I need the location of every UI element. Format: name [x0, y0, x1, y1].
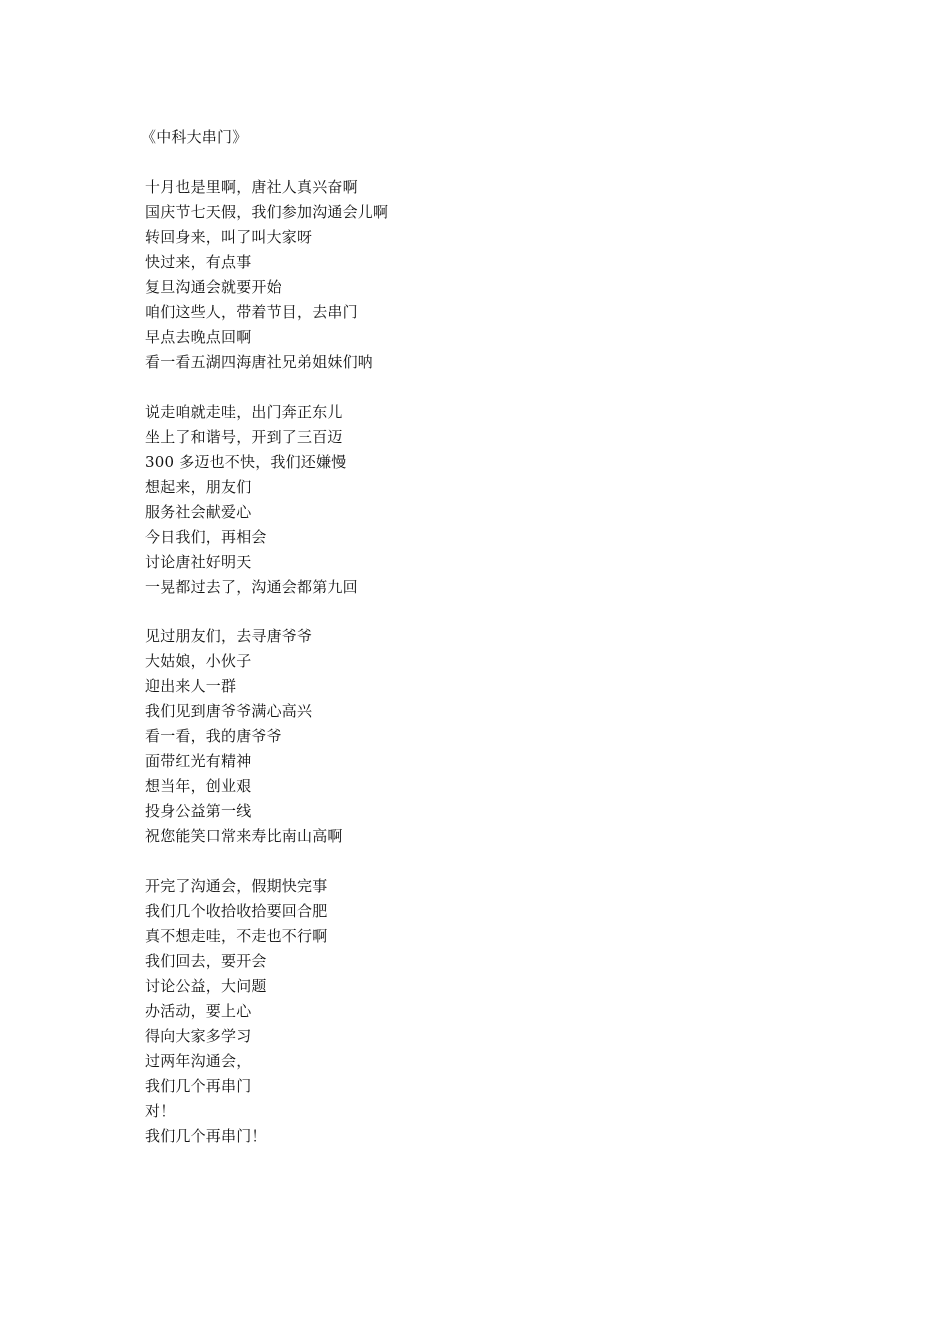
- poem-line: 我们见到唐爷爷满心高兴: [145, 702, 313, 721]
- poem-line: 祝您能笑口常来寿比南山高啊: [145, 827, 343, 846]
- poem-line: 国庆节七天假，我们参加沟通会儿啊: [145, 202, 389, 221]
- stanza-spacer: [145, 150, 845, 175]
- poem-line: 一晃都过去了，沟通会都第九回: [145, 577, 358, 596]
- poem-line: 得向大家多学习: [145, 1027, 252, 1046]
- poem-line: 投身公益第一线: [145, 802, 252, 821]
- poem-line: 真不想走哇，不走也不行啊: [145, 927, 328, 946]
- stanza-spacer: [145, 849, 845, 874]
- poem-line: 咱们这些人，带着节目，去串门: [145, 302, 358, 321]
- poem-line: 说走咱就走哇，出门奔正东儿: [145, 402, 343, 421]
- poem-line: 今日我们，再相会: [145, 527, 267, 546]
- poem-body: [141, 125, 845, 1149]
- poem-line: 十月也是里啊，唐社人真兴奋啊: [145, 177, 358, 196]
- poem-line: 迎出来人一群: [145, 677, 237, 696]
- stanza-spacer: [145, 600, 845, 625]
- poem-line: 早点去晚点回啊: [145, 327, 252, 346]
- stanza-2: [145, 400, 845, 600]
- poem-line: 讨论唐社好明天: [145, 552, 252, 571]
- stanza-1: [145, 175, 845, 375]
- poem-line: 过两年沟通会，: [145, 1052, 252, 1071]
- stanza-4: [145, 874, 845, 1149]
- poem-line: 300 多迈也不快，我们还嫌慢: [145, 452, 347, 471]
- poem-line: 我们几个收拾收拾要回合肥: [145, 902, 328, 921]
- poem-line: 看一看，我的唐爷爷: [145, 727, 282, 746]
- poem-line: 开完了沟通会，假期快完事: [145, 877, 328, 896]
- poem-line: 快过来，有点事: [145, 252, 252, 271]
- poem-line: 办活动，要上心: [145, 1002, 252, 1021]
- poem-line: 服务社会献爱心: [145, 502, 252, 521]
- poem-line: 我们几个再串门: [145, 1077, 252, 1096]
- stanza-spacer: [145, 375, 845, 400]
- poem-line: 我们回去，要开会: [145, 952, 267, 971]
- poem-line: 大姑娘，小伙子: [145, 652, 252, 671]
- poem-line: 复旦沟通会就要开始: [145, 277, 282, 296]
- poem-line: 转回身来，叫了叫大家呀: [145, 227, 313, 246]
- poem-line: 看一看五湖四海唐社兄弟姐妹们呐: [145, 352, 374, 371]
- poem-line: 想起来，朋友们: [145, 477, 252, 496]
- poem-line: 我们几个再串门！: [145, 1127, 267, 1146]
- poem-line: 坐上了和谐号，开到了三百迈: [145, 427, 343, 446]
- poem-line: 想当年，创业艰: [145, 777, 252, 796]
- poem-line: 对！: [145, 1102, 176, 1121]
- poem-line: 面带红光有精神: [145, 752, 252, 771]
- poem-line: 见过朋友们，去寻唐爷爷: [145, 627, 313, 646]
- poem-line: 讨论公益，大问题: [145, 977, 267, 996]
- poem-title: 《中科大串门》: [141, 128, 248, 146]
- stanza-3: [145, 624, 845, 849]
